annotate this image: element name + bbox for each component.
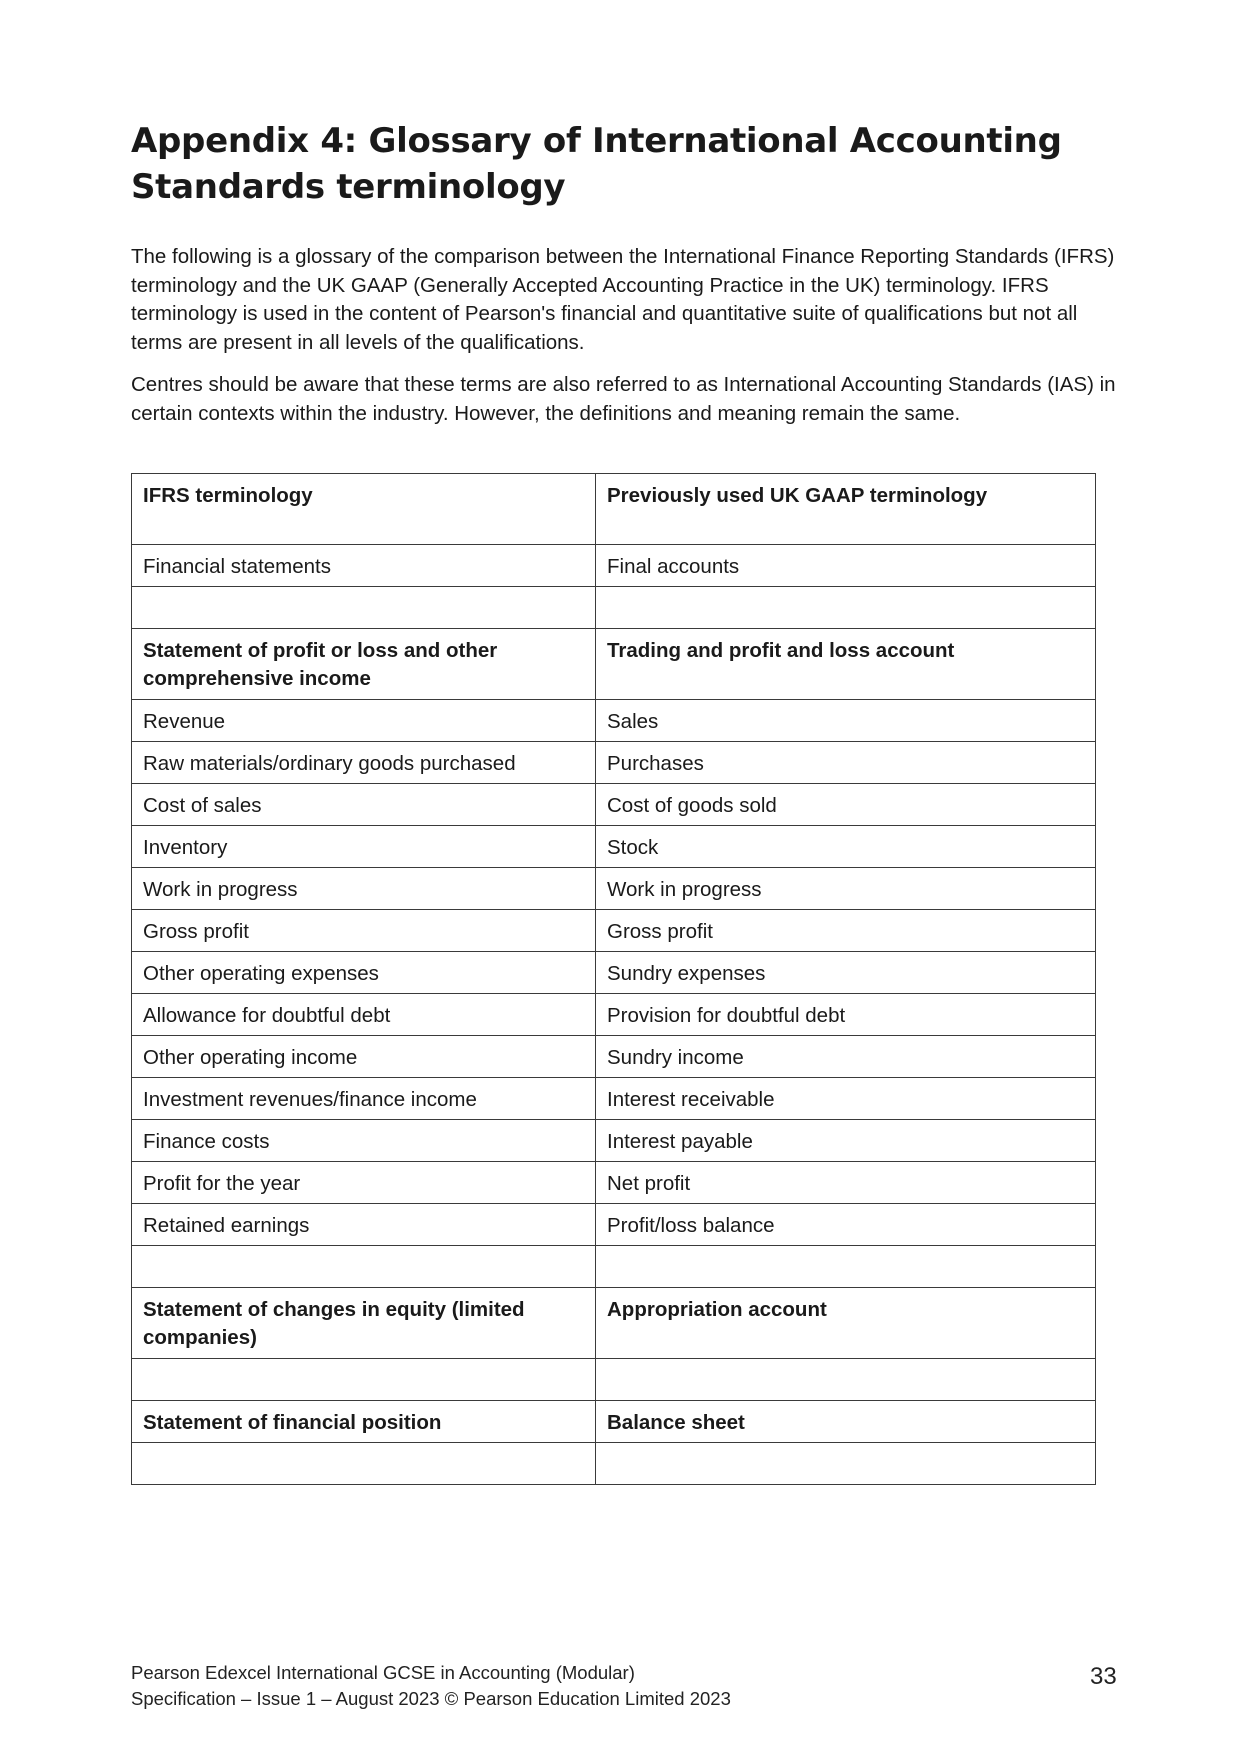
table-section-row [132,629,1096,700]
table-row [132,826,1096,868]
table-row [132,1036,1096,1078]
ifrs-term-cell: Inventory [132,826,596,868]
uk-gaap-term-cell: Profit/loss balance [596,1204,1096,1246]
uk-gaap-term-cell: Sundry expenses [596,952,1096,994]
uk-gaap-term-cell: Interest payable [596,1120,1096,1162]
footer-line: Pearson Edexcel International GCSE in Accounting (Modular) [131,1662,635,1683]
ifrs-term-cell: Other operating expenses [132,952,596,994]
uk-gaap-term-cell: Sales [596,700,1096,742]
uk-gaap-term-cell: Trading and profit and loss account [596,629,1096,700]
uk-gaap-term-cell [596,1246,1096,1288]
ifrs-term-cell [132,587,596,629]
glossary-table [131,473,1096,1485]
uk-gaap-term-cell: Final accounts [596,545,1096,587]
intro-paragraph: Centres should be aware that these terms are also referred to as International Accounting Standards (IAS) in certain contexts within the industry. However, the definitions and meaning remain the same. [131,373,1116,425]
table-row [132,910,1096,952]
table-row [132,700,1096,742]
ifrs-term-cell: Other operating income [132,1036,596,1078]
table-row [132,545,1096,587]
header-ifrs-terminology: IFRS terminology [132,474,596,545]
uk-gaap-term-cell: Work in progress [596,868,1096,910]
table-row [132,587,1096,629]
ifrs-term-cell: Finance costs [132,1120,596,1162]
ifrs-term-cell: Gross profit [132,910,596,952]
uk-gaap-term-cell [596,1359,1096,1401]
ifrs-term-cell: Allowance for doubtful debt [132,994,596,1036]
uk-gaap-term-cell: Stock [596,826,1096,868]
uk-gaap-term-cell: Net profit [596,1162,1096,1204]
ifrs-term-cell: Investment revenues/finance income [132,1078,596,1120]
uk-gaap-term-cell: Appropriation account [596,1288,1096,1359]
table-row [132,1359,1096,1401]
uk-gaap-term-cell: Sundry income [596,1036,1096,1078]
ifrs-term-cell: Work in progress [132,868,596,910]
uk-gaap-term-cell: Purchases [596,742,1096,784]
table-row [132,742,1096,784]
uk-gaap-term-cell: Provision for doubtful debt [596,994,1096,1036]
ifrs-term-cell: Revenue [132,700,596,742]
table-row [132,994,1096,1036]
ifrs-term-cell: Statement of changes in equity (limited companies) [132,1288,596,1359]
ifrs-term-cell [132,1246,596,1288]
uk-gaap-term-cell: Balance sheet [596,1401,1096,1443]
table-row [132,868,1096,910]
table-row [132,1443,1096,1485]
page-footer [131,1660,731,1712]
uk-gaap-term-cell [596,587,1096,629]
ifrs-term-cell [132,1443,596,1485]
page-title: Appendix 4: Glossary of International Accounting Standards terminology [131,121,1062,207]
ifrs-term-cell: Profit for the year [132,1162,596,1204]
ifrs-term-cell: Statement of financial position [132,1401,596,1443]
table-row [132,1246,1096,1288]
table-section-row [132,1288,1096,1359]
table-row [132,952,1096,994]
table-section-row [132,1401,1096,1443]
header-uk-gaap-terminology: Previously used UK GAAP terminology [596,474,1096,545]
table-row [132,1204,1096,1246]
uk-gaap-term-cell [596,1443,1096,1485]
ifrs-term-cell [132,1359,596,1401]
ifrs-term-cell: Financial statements [132,545,596,587]
ifrs-term-cell: Statement of profit or loss and other comprehensive income [132,629,596,700]
table-row [132,1120,1096,1162]
table-row [132,784,1096,826]
table-row [132,1078,1096,1120]
uk-gaap-term-cell: Gross profit [596,910,1096,952]
intro-paragraph: The following is a glossary of the comparison between the International Finance Reporting Standards (IFRS) terminology and the UK GAAP (Generally Accepted Accounting Practice in the UK) terminology. IFRS terminology is used in the content of Pearson's financial and quantitative suite of qualifications but not all terms are present in all levels of the qualifications. [131,245,1115,354]
table-header-row [132,474,1096,545]
intro-text [131,243,1131,442]
ifrs-term-cell: Raw materials/ordinary goods purchased [132,742,596,784]
ifrs-term-cell: Cost of sales [132,784,596,826]
uk-gaap-term-cell: Interest receivable [596,1078,1096,1120]
table-row [132,1162,1096,1204]
page-number: 33 [1090,1663,1117,1690]
footer-line: Specification – Issue 1 – August 2023 © Pearson Education Limited 2023 [131,1688,731,1709]
ifrs-term-cell: Retained earnings [132,1204,596,1246]
uk-gaap-term-cell: Cost of goods sold [596,784,1096,826]
